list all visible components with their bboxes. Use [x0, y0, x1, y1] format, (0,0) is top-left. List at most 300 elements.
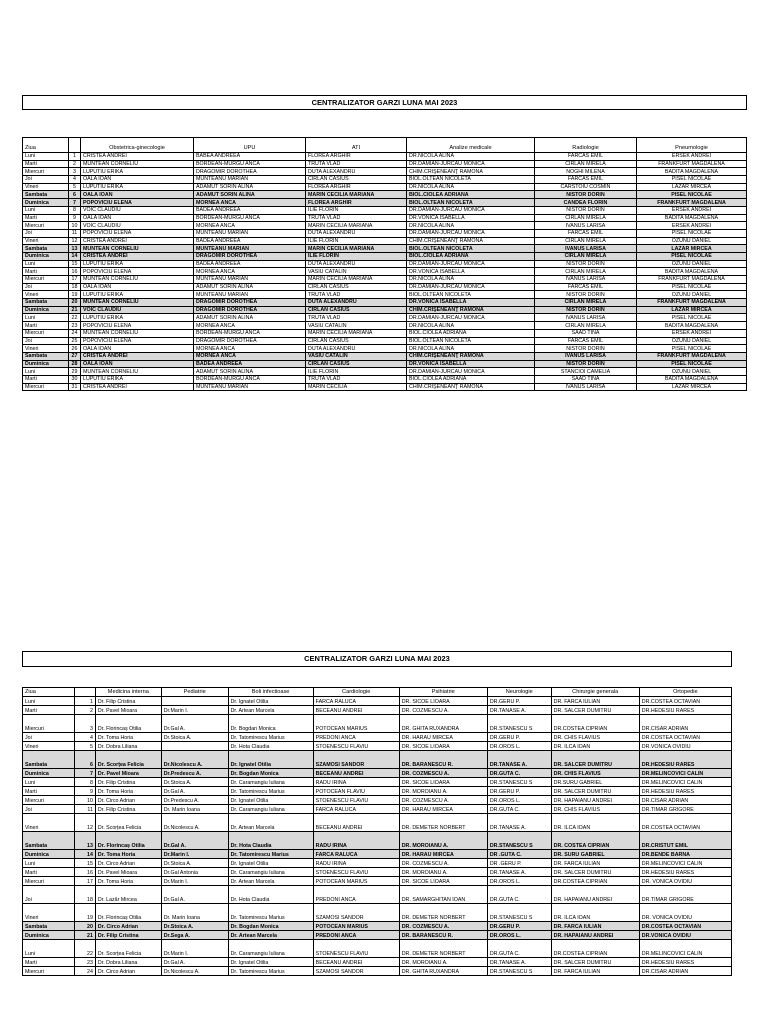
- table2-cell: Dr. Artean Marcela: [228, 706, 313, 715]
- table2-cell: Dr. Filip Cristina: [95, 805, 161, 814]
- table2-cell: Dr.Gal Antonia: [161, 868, 228, 877]
- table1-row: [23, 160, 747, 168]
- table2-row: [23, 814, 732, 832]
- table1-cell: BADITA MAGDALENA: [637, 268, 747, 276]
- table2-cell: DR.CISAR ADRIAN: [639, 715, 731, 733]
- table2-cell: Dr. Filip Cristina: [95, 778, 161, 787]
- table2-header-row: [23, 688, 732, 697]
- table2-cell: Sambata: [23, 832, 75, 850]
- table1-cell: STANCIOI CAMELIA: [535, 368, 637, 376]
- table1-cell: FARCAS EMIL: [535, 153, 637, 161]
- table2-cell: SZAMOSI SANDOR: [313, 904, 399, 922]
- table1-cell: Sambata: [23, 245, 69, 253]
- table2-cell: STOENESCU FLAVIU: [313, 742, 399, 751]
- table2-cell: Dr.Gal A.: [161, 832, 228, 850]
- table1-cell: POPOVICIU ELENA: [81, 337, 194, 345]
- table1-cell: OZUNU DANIEL: [637, 368, 747, 376]
- table2-row: [23, 769, 732, 778]
- table1-cell: CIRLAN MIRELA: [535, 268, 637, 276]
- table1-row: [23, 283, 747, 291]
- table1-cell: DR.NICOLA ALINA: [407, 153, 535, 161]
- table1-cell: LAZAR MIRCEA: [637, 183, 747, 191]
- table2-cell: DR.MELINCOVICI CALIN: [639, 940, 731, 958]
- table2-column-header: Boli infectioase: [228, 688, 313, 697]
- table2-cell: DR.HEDESIU RARES: [639, 751, 731, 769]
- table2-cell: Dr. Hota Claudia: [228, 832, 313, 850]
- table2-cell: RADU IRINA: [313, 859, 399, 868]
- table2-row: [23, 886, 732, 904]
- table2-row: [23, 940, 732, 958]
- table1-cell: Miercuri: [23, 276, 69, 284]
- table1-cell: 31: [69, 383, 81, 391]
- table1-cell: Marti: [23, 268, 69, 276]
- table2-cell: DR. SALCER DUMITRU: [551, 751, 639, 769]
- table2-cell: FARCA RALUCA: [313, 850, 399, 859]
- table1-cell: ERSEK ANDREI: [637, 329, 747, 337]
- table2-cell: Dr. Artean Marcela: [228, 814, 313, 832]
- table2-cell: DR.TANASE A.: [487, 814, 551, 832]
- table1-cell: CIRLAN CASIUS: [306, 360, 407, 368]
- table2-cell: Dr. Bogdan Monica: [228, 769, 313, 778]
- table1-cell: BIOL.CIOLEA ADRIANA: [407, 252, 535, 260]
- table2-row: [23, 778, 732, 787]
- table2-cell: POTOCEAN FLAVIU: [313, 787, 399, 796]
- table1-cell: LUPUTIU ERIKA: [81, 168, 194, 176]
- table1-cell: Sambata: [23, 191, 69, 199]
- table1-cell: 5: [69, 183, 81, 191]
- table1-cell: CIRLAN MIRELA: [535, 160, 637, 168]
- table2-cell: 15: [74, 859, 95, 868]
- table2-cell: Dr. Ignatel Otilia: [228, 697, 313, 706]
- table2-cell: DR. FARCA IULIAN: [551, 967, 639, 976]
- table1-cell: IVANUS LARISA: [535, 245, 637, 253]
- table1-cell: DR.NICOLA ALINA: [407, 276, 535, 284]
- table1-cell: 27: [69, 352, 81, 360]
- table2-cell: DR.TANASE A.: [487, 958, 551, 967]
- table2-column-header: Cardiologie: [313, 688, 399, 697]
- table2-column-header: [74, 688, 95, 697]
- table1-cell: IVANUS LARISA: [535, 352, 637, 360]
- table1-cell: Luni: [23, 368, 69, 376]
- table1-cell: CRISTEA ANDREI: [81, 237, 194, 245]
- table1-cell: 13: [69, 245, 81, 253]
- table2-cell: DR.COSTEA OCTAVIAN: [639, 922, 731, 931]
- table1-cell: BORDEAN-MURGU ANCA: [194, 214, 306, 222]
- table1-cell: BADITA MAGDALENA: [637, 168, 747, 176]
- table2-cell: RADU IRINA: [313, 832, 399, 850]
- table1-cell: POPOVICIU ELENA: [81, 229, 194, 237]
- table2-cell: DR. BARANESCU R.: [399, 931, 487, 940]
- table1-cell: FLOREA ARGHIR: [306, 199, 407, 207]
- table1-cell: DRAGOMIR DOROTHEA: [194, 299, 306, 307]
- table1-cell: PISEL NICOLAE: [637, 176, 747, 184]
- table2-cell: Miercuri: [23, 715, 75, 733]
- table2-cell: Marti: [23, 868, 75, 877]
- table2-cell: FARCA RALUCA: [313, 697, 399, 706]
- table2-cell: DR.COSTEA CIPRIAN: [551, 877, 639, 886]
- table1-cell: VASIU CATALIN: [306, 352, 407, 360]
- table1-cell: MUNTEANU MARIAN: [194, 383, 306, 391]
- table2-cell: Dr.Marin I.: [161, 706, 228, 715]
- schedule-title-1: CENTRALIZATOR GARZI LUNA MAI 2023: [22, 95, 747, 110]
- table1-cell: CIRLAN CASIUS: [306, 176, 407, 184]
- table1-cell: 28: [69, 360, 81, 368]
- table2-cell: Marti: [23, 787, 75, 796]
- table2-cell: [161, 742, 228, 751]
- table1-cell: OALA IOAN: [81, 191, 194, 199]
- table1-cell: BIOL.OLTEAN NICOLETA: [407, 245, 535, 253]
- table2-cell: DR. COZMESCU A.: [399, 769, 487, 778]
- table1-cell: ADAMUT SORIN ALINA: [194, 191, 306, 199]
- table1-cell: BIOL.OLTEAN NICOLETA: [407, 337, 535, 345]
- table2-cell: DR. SAMARGHITAN IOAN: [399, 886, 487, 904]
- table2-cell: Marti: [23, 706, 75, 715]
- table1-cell: VASIU CATALIN: [306, 322, 407, 330]
- table1-cell: 11: [69, 229, 81, 237]
- table1-cell: CRISTEA ANDREI: [81, 252, 194, 260]
- table1-cell: BORDEAN-MURGU ANCA: [194, 160, 306, 168]
- table1-cell: CIRLAN CASIUS: [306, 306, 407, 314]
- table1-cell: BIOL.CIOLEA ADRIANA: [407, 329, 535, 337]
- table2-cell: Dr. Tatomirescu Marius: [228, 733, 313, 742]
- table2-cell: 5: [74, 742, 95, 751]
- table2-cell: Dr. Ignatel Otilia: [228, 751, 313, 769]
- table2-cell: Dr.Gal A.: [161, 787, 228, 796]
- table1-cell: BORDEAN-MURGU ANCA: [194, 329, 306, 337]
- table2-column-header: Pediatrie: [161, 688, 228, 697]
- table1-cell: MARIN CECILIA MARIANA: [306, 329, 407, 337]
- table1-cell: LUPUTIU ERIKA: [81, 183, 194, 191]
- table2-cell: DR .GERU P.: [487, 859, 551, 868]
- table2-row: [23, 751, 732, 769]
- table2-cell: Joi: [23, 805, 75, 814]
- table2-cell: DR .GUTA C.: [487, 850, 551, 859]
- table1-row: [23, 183, 747, 191]
- table2-cell: DR.GERU P.: [487, 733, 551, 742]
- table2-column-header: Neurologie: [487, 688, 551, 697]
- table2-cell: DR.GERU P.: [487, 787, 551, 796]
- table2-cell: DR. COZMESCU A.: [399, 706, 487, 715]
- table1-cell: Luni: [23, 314, 69, 322]
- table1-cell: NOGHI MILENA: [535, 168, 637, 176]
- table2-cell: DR. COZMESCU A.: [399, 796, 487, 805]
- table1-cell: NISTOR DORIN: [535, 206, 637, 214]
- table1-cell: ERSEK ANDREI: [637, 222, 747, 230]
- table2-cell: DR. HARAU MIRCEA: [399, 733, 487, 742]
- table1-cell: Joi: [23, 229, 69, 237]
- table2-row: [23, 868, 732, 877]
- table1-cell: BADEA ANDREEA: [194, 260, 306, 268]
- table2-cell: DR. ILCA IOAN: [551, 814, 639, 832]
- table1-cell: VASIU CATALIN: [306, 268, 407, 276]
- table1-cell: SAAD TINA: [535, 329, 637, 337]
- table2-cell: DR.COSTEA OCTAVIAN: [639, 733, 731, 742]
- table2-cell: DR.SURU GABRIEL: [551, 778, 639, 787]
- table1-cell: MORNEA ANCA: [194, 352, 306, 360]
- table1-column-header: UPU: [194, 138, 306, 153]
- table2-cell: 18: [74, 886, 95, 904]
- table1-cell: DR.NICOLA ALINA: [407, 222, 535, 230]
- table1-row: [23, 260, 747, 268]
- table2-cell: Miercuri: [23, 967, 75, 976]
- table1-cell: LAZAR MIRCEA: [637, 245, 747, 253]
- table1-cell: Vineri: [23, 237, 69, 245]
- table2-cell: STOENESCU FLAVIU: [313, 868, 399, 877]
- table2-row: [23, 958, 732, 967]
- table2-cell: DR.MELINCOVICI CALIN: [639, 769, 731, 778]
- table1-cell: MUNTEAN CORNELIU: [81, 329, 194, 337]
- table1-cell: ILIE FLORIN: [306, 368, 407, 376]
- table1-cell: BADEA ANDREEA: [194, 206, 306, 214]
- table1-cell: CHIM.CRIŞENEANŢ RAMONA: [407, 237, 535, 245]
- table1-cell: LAZAR MIRCEA: [637, 306, 747, 314]
- table2-cell: 14: [74, 850, 95, 859]
- table2-cell: DR. FARCA IULIAN: [551, 922, 639, 931]
- table2-cell: Dr. Florincaș Otilia: [95, 904, 161, 922]
- table1-cell: LUPUTIU ERIKA: [81, 314, 194, 322]
- table1-cell: DR.DAMIAN-JURCAU MONICA: [407, 260, 535, 268]
- table2-cell: DR. MOROIANU A.: [399, 958, 487, 967]
- table2-cell: SZAMOSI SANDOR: [313, 751, 399, 769]
- table2-cell: DR. ILCA IOAN: [551, 904, 639, 922]
- table2-cell: DR.GERU P.: [487, 697, 551, 706]
- table2-cell: DR.OROS L.: [487, 877, 551, 886]
- table2-row: [23, 904, 732, 922]
- table2-column-header: Chirurgie generala: [551, 688, 639, 697]
- table1-cell: BORDEAN-MURGU ANCA: [194, 375, 306, 383]
- table1-cell: MORNEA ANCA: [194, 199, 306, 207]
- table1-cell: MORNEA ANCA: [194, 222, 306, 230]
- table1-cell: MUNTEAN CORNELIU: [81, 299, 194, 307]
- table1-row: [23, 206, 747, 214]
- table1-column-header: [69, 138, 81, 153]
- table1-cell: POPOVICIU ELENA: [81, 199, 194, 207]
- table2-column-header: Ortopedie: [639, 688, 731, 697]
- table2-cell: 3: [74, 715, 95, 733]
- table2-cell: 24: [74, 967, 95, 976]
- table2-cell: Vineri: [23, 814, 75, 832]
- table2-cell: Dr. Circo Adrian: [95, 859, 161, 868]
- table1-cell: LUPUTIU ERIKA: [81, 375, 194, 383]
- table1-cell: 24: [69, 329, 81, 337]
- table2-cell: Dr. Circo Adrian: [95, 967, 161, 976]
- table1-cell: CIRLAN MIRELA: [535, 237, 637, 245]
- table2-cell: 22: [74, 940, 95, 958]
- table1-row: [23, 345, 747, 353]
- table1-cell: MARIN CECILIA MARIANA: [306, 222, 407, 230]
- table1-cell: ERSEK ANDREI: [637, 153, 747, 161]
- table2-cell: DR.BENDE BARNA: [639, 850, 731, 859]
- table2-cell: DR. FARCA IULIAN: [551, 859, 639, 868]
- table1-cell: DRAGOMIR DOROTHEA: [194, 252, 306, 260]
- table1-cell: TRUTA VLAD: [306, 291, 407, 299]
- table1-row: [23, 383, 747, 391]
- table2-cell: Dr. Tatomirescu Marius: [228, 967, 313, 976]
- table2-cell: Luni: [23, 940, 75, 958]
- table1-column-header: Radiologie: [535, 138, 637, 153]
- table1-cell: DR.DAMIAN-JURCAU MONICA: [407, 314, 535, 322]
- table1-cell: 29: [69, 368, 81, 376]
- table2-cell: DR.TIMAR GRIGORE: [639, 805, 731, 814]
- table2-row: [23, 922, 732, 931]
- table2-cell: BECEANU ANDREI: [313, 706, 399, 715]
- table1-cell: NISTOR DORIN: [535, 291, 637, 299]
- table1-row: [23, 368, 747, 376]
- table2-cell: DR.CISAR ADRIAN: [639, 967, 731, 976]
- table2-cell: DR. SALCER DUMITRU: [551, 958, 639, 967]
- table2-cell: Dr. Caramangiu Iuliana: [228, 868, 313, 877]
- schedule-table-1: [22, 137, 747, 391]
- table1-cell: Miercuri: [23, 329, 69, 337]
- table1-cell: BIOL.OLTEAN NICOLETA: [407, 291, 535, 299]
- table1-row: [23, 229, 747, 237]
- table1-cell: NISTOR DORIN: [535, 191, 637, 199]
- table1-cell: Miercuri: [23, 222, 69, 230]
- table1-cell: 8: [69, 206, 81, 214]
- table2-cell: DR. CHIS FLAVIUS: [551, 769, 639, 778]
- table2-cell: DR.COSTEA CIPRIAN: [551, 715, 639, 733]
- table1-cell: 12: [69, 237, 81, 245]
- table1-cell: DUTA ALEXANDRU: [306, 168, 407, 176]
- table1-cell: LAZAR MIRCEA: [637, 383, 747, 391]
- table1-row: [23, 299, 747, 307]
- table1-cell: NISTOR DORIN: [535, 345, 637, 353]
- table2-cell: STOENESCU FLAVIU: [313, 796, 399, 805]
- table2-cell: DR. GHITA RUXANDRA: [399, 715, 487, 733]
- table2-cell: Miercuri: [23, 796, 75, 805]
- table2-cell: DR. VONICA OVIDIU: [639, 877, 731, 886]
- table2-cell: Dr. Hota Claudia: [228, 886, 313, 904]
- table1-cell: MUNTEANU MARIAN: [194, 229, 306, 237]
- table1-cell: 4: [69, 176, 81, 184]
- table2-cell: Dr. Toma Horia: [95, 787, 161, 796]
- table1-cell: ADAMUT SORIN ALINA: [194, 314, 306, 322]
- table2-cell: Luni: [23, 859, 75, 868]
- table2-cell: BECEANU ANDREI: [313, 769, 399, 778]
- table2-cell: DR.STANESCU S: [487, 715, 551, 733]
- table2-row: [23, 697, 732, 706]
- table1-cell: Duminica: [23, 306, 69, 314]
- table1-cell: Miercuri: [23, 168, 69, 176]
- table2-cell: DR.OROS L.: [487, 742, 551, 751]
- table1-cell: 20: [69, 299, 81, 307]
- table2-cell: DR.OROS L.: [487, 931, 551, 940]
- table2-cell: DR. SICOE LIOARA: [399, 697, 487, 706]
- table2-cell: Dr.Nicolescu A.: [161, 967, 228, 976]
- table2-cell: DR. HAPAIANU ANDREI: [551, 931, 639, 940]
- table1-cell: 9: [69, 214, 81, 222]
- table2-cell: RADU IRINA: [313, 778, 399, 787]
- table2-cell: Luni: [23, 697, 75, 706]
- table2-cell: DR. BARANESCU R.: [399, 751, 487, 769]
- table1-cell: NISTOR DORIN: [535, 260, 637, 268]
- table2-cell: Dr.Gal A.: [161, 886, 228, 904]
- table2-cell: 21: [74, 931, 95, 940]
- table1-cell: 1: [69, 153, 81, 161]
- table1-cell: DR.NICOLA ALINA: [407, 322, 535, 330]
- table2-cell: Dr. Bogdan Monica: [228, 922, 313, 931]
- table2-cell: Dr. Dobra Liliana: [95, 958, 161, 967]
- table2-cell: DR. GHITA RUXANDRA: [399, 967, 487, 976]
- table2-cell: DR.COSTEA OCTAVIAN: [639, 814, 731, 832]
- table1-cell: 6: [69, 191, 81, 199]
- table1-cell: DUTA ALEXANDRU: [306, 229, 407, 237]
- table1-cell: 2: [69, 160, 81, 168]
- table1-cell: CIRLAN MIRELA: [535, 299, 637, 307]
- table1-cell: DR.VONICA ISABELLA: [407, 360, 535, 368]
- table2-cell: DR. MOROIANU A.: [399, 787, 487, 796]
- table1-cell: Sambata: [23, 299, 69, 307]
- table2-cell: DR.GERU P.: [487, 922, 551, 931]
- table2-cell: Dr.Marin I.: [161, 940, 228, 958]
- table1-cell: PISEL NICOLAE: [637, 229, 747, 237]
- table1-cell: ILIE FLORIN: [306, 237, 407, 245]
- table2-cell: DR. COSTEA CIPRIAN: [551, 832, 639, 850]
- table1-row: [23, 291, 747, 299]
- table2-cell: Sambata: [23, 922, 75, 931]
- table2-cell: DR. CHIS FLAVIUS: [551, 805, 639, 814]
- table2-cell: DR.VONICA OVIDIU: [639, 931, 731, 940]
- table2-row: [23, 787, 732, 796]
- table1-cell: DR.DAMIAN-JURCAU MONICA: [407, 160, 535, 168]
- table2-cell: Dr. Scorțea Felicia: [95, 940, 161, 958]
- table2-cell: Dr. Circo Adrian: [95, 796, 161, 805]
- table1-cell: OALA IOAN: [81, 345, 194, 353]
- table2-cell: Dr. Bogdan Monica: [228, 715, 313, 733]
- table1-row: [23, 360, 747, 368]
- table2-cell: DR. SALCER DUMITRU: [551, 706, 639, 715]
- table1-cell: ADAMUT SORIN ALINA: [194, 368, 306, 376]
- table2-cell: DR.STANESCU S: [487, 967, 551, 976]
- table1-row: [23, 222, 747, 230]
- table2-cell: DR.HEDESIU RARES: [639, 706, 731, 715]
- table2-cell: Dr. Caramangiu Iuliana: [228, 805, 313, 814]
- table2-cell: Dr.Marin I.: [161, 877, 228, 886]
- table1-row: [23, 176, 747, 184]
- table2-cell: DR. CHIS FLAVIUS: [551, 733, 639, 742]
- table2-cell: Dr.Gal A.: [161, 715, 228, 733]
- table1-cell: 18: [69, 283, 81, 291]
- table1-cell: DRAGOMIR DOROTHEA: [194, 337, 306, 345]
- table2-cell: Dr. Caramangiu Iuliana: [228, 778, 313, 787]
- table2-row: [23, 832, 732, 850]
- table1-cell: FRANKFURT MAGDALENA: [637, 299, 747, 307]
- table1-cell: MORNEA ANCA: [194, 322, 306, 330]
- table1-cell: 3: [69, 168, 81, 176]
- table2-cell: 2: [74, 706, 95, 715]
- table1-cell: 15: [69, 260, 81, 268]
- table2-cell: Dr. Marin Ioana: [161, 904, 228, 922]
- table1-row: [23, 268, 747, 276]
- table2-cell: Dr.Stoica A.: [161, 922, 228, 931]
- table2-cell: Dr. Hota Claudia: [228, 742, 313, 751]
- table1-cell: Luni: [23, 153, 69, 161]
- table1-column-header: Obstetrica-ginecologie: [81, 138, 194, 153]
- table2-cell: DR. MOROIANU A.: [399, 868, 487, 877]
- table1-column-header: Pneumologie: [637, 138, 747, 153]
- table1-cell: DRAGOMIR DOROTHEA: [194, 306, 306, 314]
- table1-cell: 21: [69, 306, 81, 314]
- table1-cell: OZUNU DANIEL: [637, 237, 747, 245]
- table1-row: [23, 237, 747, 245]
- table1-cell: PISEL NICOLAE: [637, 345, 747, 353]
- table2-cell: 4: [74, 733, 95, 742]
- table1-cell: PISEL NICOLAE: [637, 360, 747, 368]
- table2-cell: PREDONI ANCA: [313, 931, 399, 940]
- table1-cell: Marti: [23, 375, 69, 383]
- table2-cell: DR.STANESCU S: [487, 832, 551, 850]
- table1-cell: CHIM.CRIŞENEANŢ RAMONA: [407, 383, 535, 391]
